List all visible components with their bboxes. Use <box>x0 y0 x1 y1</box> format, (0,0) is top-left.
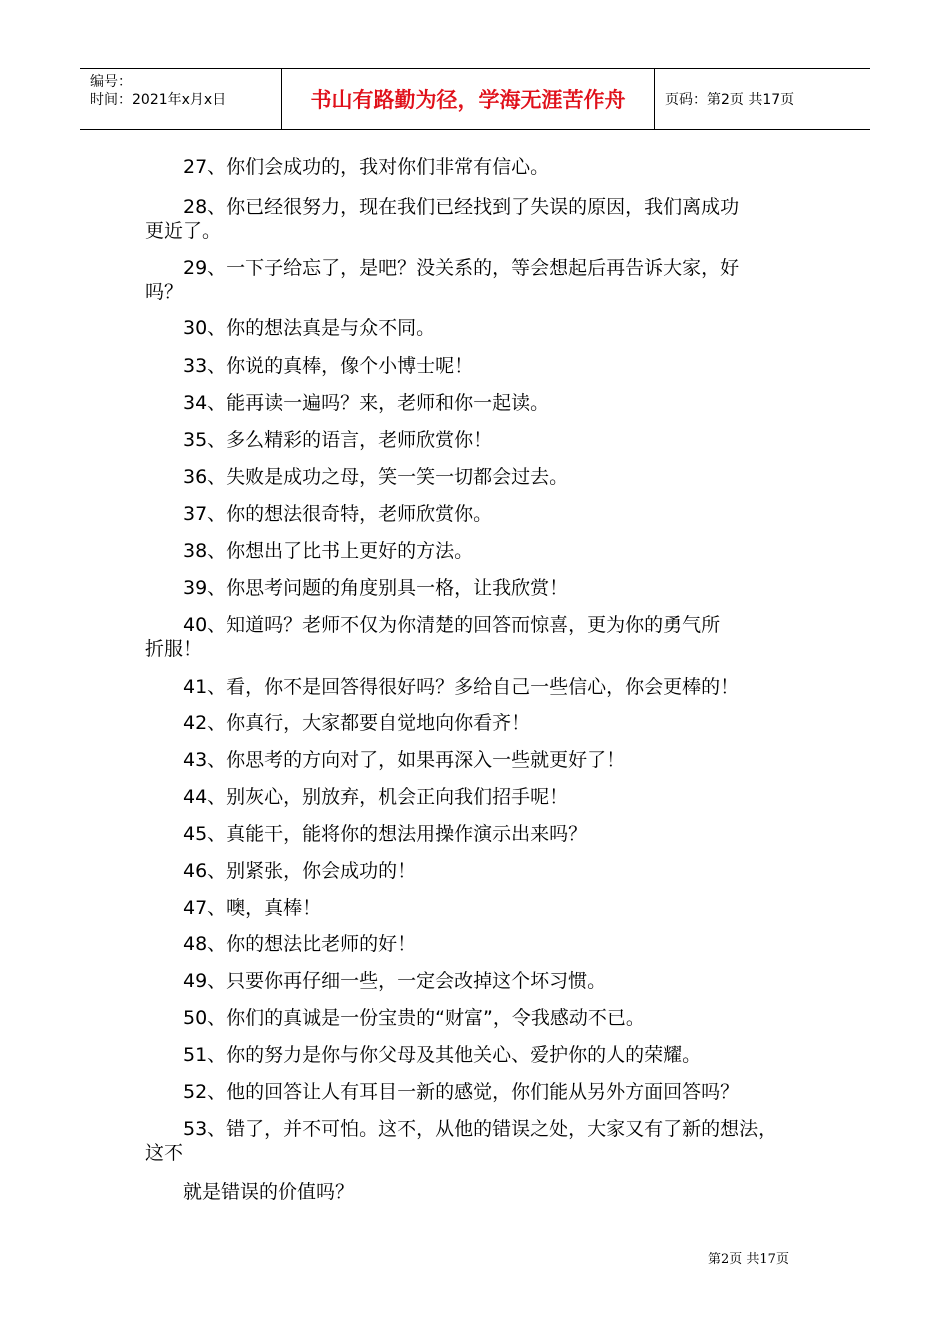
motto-text: 书山有路勤为径，学海无涯苦作舟 <box>310 87 626 112</box>
paragraph-line: 更近了。 <box>145 220 222 242</box>
paragraph-line: 45、真能干，能将你的想法用操作演示出来吗？ <box>183 823 588 845</box>
paragraph-line: 这不 <box>145 1142 184 1164</box>
paragraph-line: 41、看，你不是回答得很好吗？多给自己一些信心，你会更棒的！ <box>183 676 740 698</box>
paragraph-line: 47、噢，真棒！ <box>183 897 322 919</box>
paragraph-line: 就是错误的价值吗？ <box>183 1181 355 1203</box>
serial-label: 编号： <box>90 74 132 90</box>
paragraph-line: 吗？ <box>145 281 184 303</box>
paragraph-line: 折服！ <box>145 638 203 660</box>
paragraph-line: 39、你思考问题的角度别具一格，让我欣赏！ <box>183 577 569 599</box>
paragraph-line: 46、别紧张，你会成功的！ <box>183 860 417 882</box>
paragraph-line: 40、知道吗？老师不仅为你清楚的回答而惊喜，更为你的勇气所 <box>183 614 721 636</box>
page-footer: 第2页 共17页 <box>708 1252 789 1267</box>
paragraph-line: 35、多么精彩的语言，老师欣赏你！ <box>183 429 493 451</box>
paragraph-line: 42、你真行，大家都要自觉地向你看齐！ <box>183 712 531 734</box>
paragraph-line: 34、能再读一遍吗？来，老师和你一起读。 <box>183 392 550 414</box>
paragraph-line: 37、你的想法很奇特，老师欣赏你。 <box>183 503 493 525</box>
paragraph-line: 50、你们的真诚是一份宝贵的“财富”，令我感动不已。 <box>183 1007 645 1029</box>
paragraph-line: 36、失败是成功之母，笑一笑一切都会过去。 <box>183 466 569 488</box>
paragraph-line: 52、他的回答让人有耳目一新的感觉，你们能从另外方面回答吗？ <box>183 1081 740 1103</box>
paragraph-line: 27、你们会成功的，我对你们非常有信心。 <box>183 156 550 178</box>
paragraph-line: 49、只要你再仔细一些，一定会改掉这个坏习惯。 <box>183 970 607 992</box>
paragraph-line: 51、你的努力是你与你父母及其他关心、爱护你的人的荣耀。 <box>183 1044 702 1066</box>
paragraph-line: 44、别灰心，别放弃，机会正向我们招手呢！ <box>183 786 569 808</box>
date-label: 时间：2021年x月x日 <box>90 92 227 108</box>
paragraph-line: 29、一下子给忘了，是吧？没关系的，等会想起后再告诉大家，好 <box>183 257 740 279</box>
paragraph-line: 30、你的想法真是与众不同。 <box>183 317 436 339</box>
paragraph-line: 38、你想出了比书上更好的方法。 <box>183 540 474 562</box>
paragraph-line: 33、你说的真棒，像个小博士呢！ <box>183 355 474 377</box>
paragraph-line: 28、你已经很努力，现在我们已经找到了失误的原因，我们离成功 <box>183 196 740 218</box>
paragraph-line: 43、你思考的方向对了，如果再深入一些就更好了！ <box>183 749 626 771</box>
paragraph-line: 48、你的想法比老师的好！ <box>183 933 417 955</box>
page-info: 页码：第2页 共17页 <box>665 92 795 108</box>
paragraph-line: 53、错了，并不可怕。这不，从他的错误之处，大家又有了新的想法， <box>183 1118 778 1140</box>
